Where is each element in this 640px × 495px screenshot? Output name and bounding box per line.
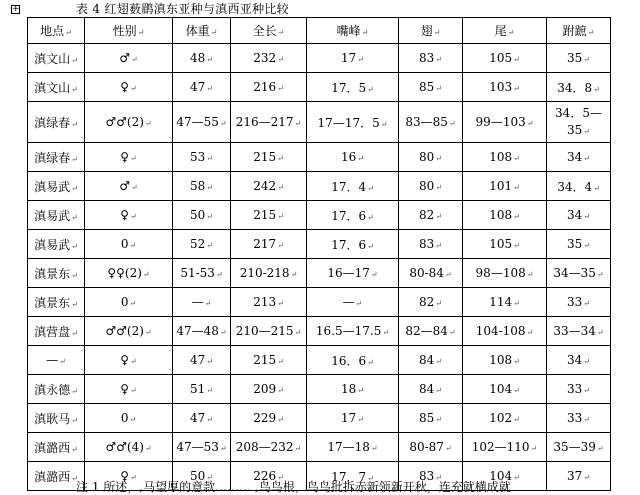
- cell-text: 80-84 ↵: [409, 266, 451, 280]
- table-row: [28, 375, 611, 404]
- table-cell: [399, 73, 463, 102]
- table-row: [28, 317, 611, 346]
- table-cell: [28, 44, 85, 73]
- cell-text: 210—215 ↵: [236, 324, 302, 338]
- cell-text: 215 ↵: [253, 208, 284, 222]
- table-cell: [28, 143, 85, 172]
- cell-text: 34 ↵: [567, 353, 590, 367]
- table-cell: [307, 288, 399, 317]
- table-cell: [85, 404, 173, 433]
- table-cell: [173, 201, 231, 230]
- cell-text: — ↵: [192, 295, 212, 309]
- cell-text: 82 ↵: [419, 208, 442, 222]
- cell-text: 80 ↵: [419, 179, 442, 193]
- cell-text: 58 ↵: [190, 179, 213, 193]
- cell-text: 滇景东 ↵: [34, 296, 78, 310]
- table-cell: [307, 143, 399, 172]
- cell-text: 242 ↵: [253, 179, 284, 193]
- table-cell: [547, 288, 611, 317]
- cell-text: 17—17．5 ↵: [318, 116, 388, 130]
- table-cell: [173, 230, 231, 259]
- cell-text: 51 ↵: [190, 382, 213, 396]
- cell-text: 47—55 ↵: [176, 115, 226, 129]
- table-cell: [547, 201, 611, 230]
- cell-text: 0 ↵: [121, 295, 136, 309]
- cell-text: 85 ↵: [419, 80, 442, 94]
- table-row: [28, 73, 611, 102]
- table-cell: [307, 230, 399, 259]
- table-row: [28, 259, 611, 288]
- cell-text: 104-108 ↵: [476, 324, 534, 338]
- table-cell: [28, 259, 85, 288]
- table-body: [28, 18, 611, 491]
- table-cell: [231, 317, 307, 346]
- cell-text: 84 ↵: [419, 353, 442, 367]
- cell-text: 104 ↵: [489, 469, 520, 483]
- table-cell: [173, 73, 231, 102]
- table-cell: [547, 375, 611, 404]
- cell-text: 滇耿马 ↵: [34, 412, 78, 426]
- cell-text: 80-87 ↵: [409, 440, 451, 454]
- table-cell: [399, 375, 463, 404]
- cell-text: 47—53 ↵: [176, 440, 226, 454]
- cell-text: 217 ↵: [253, 237, 284, 251]
- table-cell: [173, 433, 231, 462]
- cell-text: 229 ↵: [253, 411, 284, 425]
- table-cell: [399, 102, 463, 143]
- header-cell: 地点 ↵: [28, 18, 85, 44]
- table-row: [28, 102, 611, 143]
- cell-text: 80 ↵: [419, 150, 442, 164]
- table-cell: [28, 102, 85, 143]
- table-cell: [173, 102, 231, 143]
- cell-text: — ↵: [343, 295, 363, 309]
- cell-text: 34．4 ↵: [557, 180, 600, 194]
- cell-text: 滇潞西 ↵: [34, 470, 78, 484]
- table-cell: [231, 375, 307, 404]
- table-row: [28, 404, 611, 433]
- cell-text: 34．8 ↵: [557, 81, 600, 95]
- table-caption: 表 4 红翅薮鹛滇东亚种与滇西亚种比较: [76, 2, 289, 16]
- table-cell: [547, 317, 611, 346]
- cell-text: 47—48 ↵: [176, 324, 226, 338]
- cell-text: 50 ↵: [190, 208, 213, 222]
- table-cell: [231, 288, 307, 317]
- table-cell: [399, 143, 463, 172]
- cell-text: 17．6 ↵: [331, 209, 374, 223]
- table-cell: [399, 44, 463, 73]
- cell-text: 17．6 ↵: [331, 238, 374, 252]
- table-cell: [173, 172, 231, 201]
- table-cell: [85, 201, 173, 230]
- table-cell: [28, 73, 85, 102]
- cell-text: 216 ↵: [253, 80, 284, 94]
- table-cell: [399, 230, 463, 259]
- table-cell: [231, 404, 307, 433]
- cell-text: ♀ ↵: [120, 353, 136, 367]
- cell-text: ♂ ↵: [119, 51, 137, 65]
- table-cell: [547, 230, 611, 259]
- cell-text: 滇易武 ↵: [34, 209, 78, 223]
- cell-text: 17．7 ↵: [331, 470, 374, 484]
- table-cell: [547, 404, 611, 433]
- cell-text: 18 ↵: [341, 382, 364, 396]
- table-cell: [28, 433, 85, 462]
- table-cell: [28, 317, 85, 346]
- cell-text: 16 ↵: [341, 150, 364, 164]
- table-cell: [85, 143, 173, 172]
- cell-text: 17 ↵: [341, 411, 364, 425]
- table-row: [28, 230, 611, 259]
- table-cell: [463, 375, 547, 404]
- table-cell: [85, 44, 173, 73]
- cell-text: 215 ↵: [253, 353, 284, 367]
- table-cell: [85, 230, 173, 259]
- cell-text: 33 ↵: [567, 382, 590, 396]
- table-cell: [173, 404, 231, 433]
- cell-text: 滇文山 ↵: [34, 81, 78, 95]
- table-cell: [463, 288, 547, 317]
- table-cell: [463, 44, 547, 73]
- cell-text: 34 ↵: [567, 208, 590, 222]
- table-cell: [399, 346, 463, 375]
- table-cell: [28, 404, 85, 433]
- table-cell: [85, 317, 173, 346]
- table-cell: [28, 172, 85, 201]
- table-cell: [231, 73, 307, 102]
- table-cell: [85, 433, 173, 462]
- cell-text: 83 ↵: [419, 51, 442, 65]
- cell-text: 83—85 ↵: [405, 115, 455, 129]
- header-row: [28, 18, 611, 44]
- cell-text: 232 ↵: [253, 51, 284, 65]
- table-cell: [173, 288, 231, 317]
- cell-text: 37 ↵: [567, 469, 590, 483]
- table-cell: [463, 346, 547, 375]
- table-cell: [231, 143, 307, 172]
- table-anchor-icon[interactable]: +: [12, 4, 20, 14]
- cell-text: 105 ↵: [489, 51, 520, 65]
- cell-text: 16．6 ↵: [331, 354, 374, 368]
- table-cell: [399, 172, 463, 201]
- cell-text: 滇易武 ↵: [34, 180, 78, 194]
- table-cell: [463, 433, 547, 462]
- cell-text: 滇文山 ↵: [34, 52, 78, 66]
- table-row: [28, 433, 611, 462]
- cell-text: 108 ↵: [489, 353, 520, 367]
- cell-text: 滇永德 ↵: [34, 383, 78, 397]
- table-cell: [307, 201, 399, 230]
- header-cell: 尾 ↵: [463, 18, 547, 44]
- cell-text: 16.5—17.5 ↵: [316, 324, 389, 338]
- cell-text: ♀ ↵: [120, 469, 136, 483]
- cell-text: 103 ↵: [489, 80, 520, 94]
- table-cell: [28, 346, 85, 375]
- cell-text: 33—34 ↵: [553, 324, 603, 338]
- cell-text: 82—84 ↵: [405, 324, 455, 338]
- cell-text: ♀ ↵: [120, 150, 136, 164]
- table-cell: [307, 317, 399, 346]
- cell-text: 50 ↵: [190, 469, 213, 483]
- cell-text: 104 ↵: [489, 382, 520, 396]
- cell-text: 209 ↵: [253, 382, 284, 396]
- cell-text: 35 ↵: [567, 237, 590, 251]
- table-cell: [231, 102, 307, 143]
- table-cell: [547, 143, 611, 172]
- cell-text: 102 ↵: [489, 411, 520, 425]
- table-cell: [28, 230, 85, 259]
- table-cell: [547, 44, 611, 73]
- table-cell: [547, 462, 611, 491]
- table-cell: [399, 317, 463, 346]
- cell-text: 83 ↵: [419, 469, 442, 483]
- cell-text: 滇易武 ↵: [34, 238, 78, 252]
- table-cell: [399, 404, 463, 433]
- cell-text: — ↵: [46, 353, 66, 367]
- cell-text: ♂♂(2) ↵: [105, 115, 151, 129]
- table-cell: [463, 73, 547, 102]
- cell-text: 17 ↵: [341, 51, 364, 65]
- table-cell: [307, 433, 399, 462]
- table-cell: [28, 288, 85, 317]
- table-cell: [85, 288, 173, 317]
- table-cell: [85, 375, 173, 404]
- cell-text: ♂♂(2) ↵: [105, 324, 151, 338]
- header-cell: 跗蹠 ↵: [547, 18, 611, 44]
- table-cell: [463, 172, 547, 201]
- cell-text: 215 ↵: [253, 150, 284, 164]
- table-cell: [85, 346, 173, 375]
- cell-text: 82 ↵: [419, 295, 442, 309]
- cell-text: 216—217 ↵: [236, 115, 302, 129]
- cell-text: 213 ↵: [253, 295, 284, 309]
- table-cell: [547, 433, 611, 462]
- cell-text: 滇绿春 ↵: [34, 116, 78, 130]
- table-cell: [85, 259, 173, 288]
- cell-text: 47 ↵: [190, 353, 213, 367]
- table-cell: [307, 172, 399, 201]
- cell-text: 34—35 ↵: [553, 266, 603, 280]
- table-cell: [463, 102, 547, 143]
- header-cell: 体重 ↵: [173, 18, 231, 44]
- table-cell: [173, 143, 231, 172]
- cell-text: 114 ↵: [489, 295, 520, 309]
- cell-text: 99—103 ↵: [476, 115, 534, 129]
- table-cell: [399, 259, 463, 288]
- cell-text: 98—108 ↵: [476, 266, 534, 280]
- header-cell: 翅 ↵: [399, 18, 463, 44]
- cell-text: 35 ↵: [567, 51, 590, 65]
- cell-text: 33 ↵: [567, 295, 590, 309]
- table-cell: [307, 346, 399, 375]
- table-cell: [399, 288, 463, 317]
- cell-text: 滇潞西 ↵: [34, 441, 78, 455]
- cell-text: ♀ ↵: [120, 382, 136, 396]
- table-cell: [307, 73, 399, 102]
- cell-text: 滇景东 ↵: [34, 267, 78, 281]
- table-cell: [463, 230, 547, 259]
- table-cell: [307, 102, 399, 143]
- table-cell: [173, 44, 231, 73]
- cell-text: 17．5 ↵: [331, 81, 374, 95]
- cell-text: 47 ↵: [190, 411, 213, 425]
- table-cell: [173, 375, 231, 404]
- table-row: [28, 288, 611, 317]
- header-cell: 全长 ↵: [231, 18, 307, 44]
- table-cell: [231, 259, 307, 288]
- table-row: [28, 346, 611, 375]
- table-cell: [173, 346, 231, 375]
- table-cell: [399, 201, 463, 230]
- cell-text: 210-218 ↵: [240, 266, 298, 280]
- table-row: [28, 201, 611, 230]
- cell-text: 105 ↵: [489, 237, 520, 251]
- cell-text: 108 ↵: [489, 150, 520, 164]
- table-cell: [307, 44, 399, 73]
- table-cell: [547, 346, 611, 375]
- cell-text: 101 ↵: [489, 179, 520, 193]
- table-cell: [173, 317, 231, 346]
- cell-text: 17．4 ↵: [331, 180, 374, 194]
- table-cell: [85, 73, 173, 102]
- cell-text: 17—18 ↵: [327, 440, 377, 454]
- table-cell: [547, 73, 611, 102]
- cell-text: 48 ↵: [190, 51, 213, 65]
- cell-text: 85 ↵: [419, 411, 442, 425]
- table-cell: [28, 375, 85, 404]
- table-cell: [307, 404, 399, 433]
- cell-text: 208—232 ↵: [236, 440, 302, 454]
- cell-text: 83 ↵: [419, 237, 442, 251]
- header-cell: 性别 ↵: [85, 18, 173, 44]
- table-cell: [231, 433, 307, 462]
- table-cell: [28, 201, 85, 230]
- cell-text: 108 ↵: [489, 208, 520, 222]
- cell-text: ♀ ↵: [120, 80, 136, 94]
- table-cell: [547, 259, 611, 288]
- cell-text: 16—17 ↵: [327, 266, 377, 280]
- table-cell: [463, 404, 547, 433]
- table-cell: [307, 375, 399, 404]
- table-row: [28, 44, 611, 73]
- cell-text: ♀♀(2) ↵: [107, 266, 149, 280]
- cell-text: 34 ↵: [567, 150, 590, 164]
- table-row: [28, 143, 611, 172]
- table-row: [28, 172, 611, 201]
- table-cell: [547, 172, 611, 201]
- table-cell: [85, 172, 173, 201]
- table-cell: [85, 102, 173, 143]
- table-cell: [463, 143, 547, 172]
- footer-note: 注 1 所述，,马望厚的意款……… ,鸟鸟根，鸟鸟批拆赤新领新开秋，连充就横成就: [76, 480, 511, 494]
- table-cell: [463, 259, 547, 288]
- cell-text: 52 ↵: [190, 237, 213, 251]
- table-cell: [463, 317, 547, 346]
- cell-text: 34．5—35 ↵: [555, 106, 602, 137]
- table-cell: [231, 230, 307, 259]
- cell-text: 51-53 ↵: [180, 266, 222, 280]
- table-cell: [231, 201, 307, 230]
- table-cell: [547, 102, 611, 143]
- table-cell: [231, 172, 307, 201]
- cell-text: 226 ↵: [253, 469, 284, 483]
- cell-text: 102—110 ↵: [472, 440, 538, 454]
- cell-text: ♀ ↵: [120, 208, 136, 222]
- cell-text: 33 ↵: [567, 411, 590, 425]
- cell-text: ♂ ↵: [119, 179, 137, 193]
- table-cell: [399, 433, 463, 462]
- cell-text: 滇绿春 ↵: [34, 151, 78, 165]
- table-cell: [231, 44, 307, 73]
- cell-text: 滇营盘 ↵: [34, 325, 78, 339]
- cell-text: 0 ↵: [121, 411, 136, 425]
- cell-text: 47 ↵: [190, 80, 213, 94]
- cell-text: 0 ↵: [121, 237, 136, 251]
- header-cell: 嘴峰 ↵: [307, 18, 399, 44]
- cell-text: ♂♂(4) ↵: [105, 440, 151, 454]
- comparison-table: [27, 17, 611, 491]
- cell-text: 35—39 ↵: [553, 440, 603, 454]
- cell-text: 53 ↵: [190, 150, 213, 164]
- table-cell: [463, 201, 547, 230]
- cell-text: 84 ↵: [419, 382, 442, 396]
- table-cell: [173, 259, 231, 288]
- table-cell: [231, 346, 307, 375]
- table-cell: [307, 259, 399, 288]
